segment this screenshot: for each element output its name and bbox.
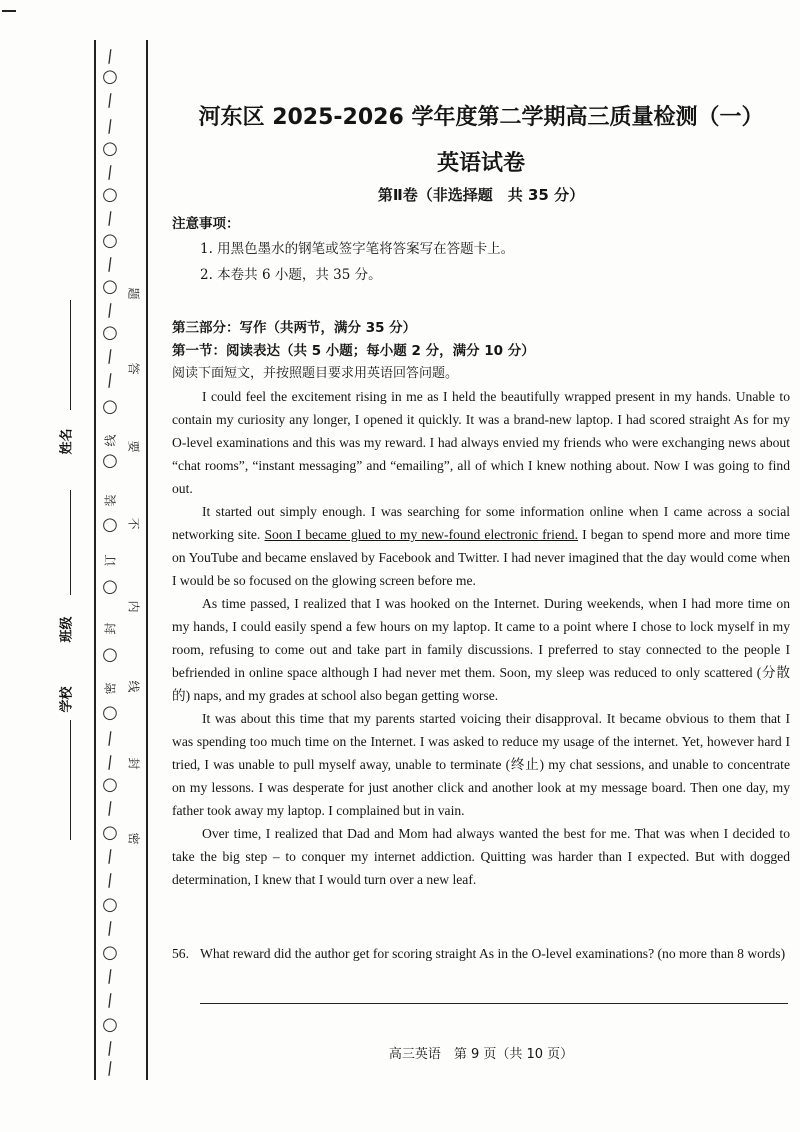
seal-char: 密	[103, 682, 118, 695]
circle-mark: ○	[102, 702, 118, 723]
seal-char: 题	[126, 287, 141, 300]
school-label: 学校	[59, 686, 75, 713]
slash-mark: /	[105, 162, 115, 184]
slash-mark: /	[105, 46, 115, 68]
circle-mark: ○	[102, 514, 118, 535]
slash-mark: /	[105, 116, 115, 138]
seal-char: 装	[103, 494, 118, 507]
question-number: 56.	[172, 946, 189, 961]
circle-mark: ○	[102, 396, 118, 417]
seal-char: 答	[126, 362, 141, 375]
circle-mark: ○	[102, 942, 118, 963]
seal-char: 线	[103, 434, 118, 447]
circle-mark: ○	[102, 822, 118, 843]
exam-title: 河东区 2025-2026 学年度第二学期高三质量检测（一）	[198, 105, 764, 130]
notice-item: 1. 用黑色墨水的钢笔或签字笔将答案写在答题卡上。	[200, 241, 515, 257]
circle-mark: ○	[102, 276, 118, 297]
class-label: 班级	[59, 616, 75, 643]
slash-mark: /	[105, 300, 115, 322]
circle-mark: ○	[102, 66, 118, 87]
question-text: What reward did the author get for scoring straight As in the O-level examinations? (no more than 8 words)	[200, 946, 786, 961]
part-heading: 第三部分：写作（共两节，满分 35 分）	[172, 320, 417, 336]
passage-paragraph: As time passed, I realized that I was hooked on the Internet. During weekends, when I had more time on my hands, I could easily spend a few hours on my laptop. It came to a point where I chose to lock myself in my room, refusing to come out and take part in family discussions. I preferred to stay connected to the people I befriended in online space although I had never met them. Soon, my sleep was reduced to only scattered (分散的) naps, and my grades at school also began getting worse.	[172, 596, 790, 703]
reading-instruction: 阅读下面短文，并按照题目要求用英语回答问题。	[172, 366, 459, 381]
slash-mark: /	[105, 208, 115, 230]
passage-paragraph	[172, 500, 790, 592]
circle-mark: ○	[102, 1014, 118, 1035]
seal-char: 要	[126, 440, 141, 453]
seal-char: 封	[126, 757, 141, 770]
circle-mark: ○	[102, 450, 118, 471]
seal-char: 线	[126, 680, 141, 693]
slash-mark: /	[105, 846, 115, 868]
circle-mark: ○	[102, 138, 118, 159]
answer-line[interactable]	[200, 1003, 788, 1004]
slash-mark: /	[105, 346, 115, 368]
slash-mark: /	[105, 798, 115, 820]
slash-mark: /	[105, 728, 115, 750]
passage-paragraph: Over time, I realized that Dad and Mom had always wanted the best for me. That was when I decided to take the big step – to conquer my internet addiction. Quitting was harder than I expected. But with dogged determination, I knew that I would turn over a new leaf.	[172, 826, 790, 887]
underlined-sentence: Soon I became glued to my new-found electronic friend.	[264, 527, 578, 542]
slash-mark: /	[105, 1058, 115, 1080]
seal-char: 不	[126, 517, 141, 530]
name-blank[interactable]	[70, 300, 71, 410]
circle-mark: ○	[102, 774, 118, 795]
binding-margin	[0, 0, 160, 1132]
slash-mark: /	[105, 90, 115, 112]
slash-mark: /	[105, 370, 115, 392]
binding-line-inner	[146, 40, 148, 1080]
question-56	[172, 942, 790, 965]
circle-mark: ○	[102, 184, 118, 205]
notice-item: 2. 本卷共 6 小题，共 35 分。	[200, 267, 382, 283]
school-blank[interactable]	[70, 720, 71, 840]
reading-passage	[172, 385, 790, 891]
exam-subject: 英语试卷	[436, 151, 525, 176]
slash-mark: /	[105, 752, 115, 774]
passage-paragraph: I could feel the excitement rising in me as I held the beautifully wrapped present in my hands. Unable to contain my curiosity any longer, I opened it quickly. It was a brand-new laptop. I had scored straight As for my O-level examinations and this was my reward. I had always envied my friends who were exchanging news about “chat rooms”, “instant messaging” and “emailing”, all of which I knew nothing about. Now I was going to find out.	[172, 389, 790, 496]
page-footer: 高三英语 第 9 页（共 10 页）	[388, 1047, 574, 1062]
name-label: 姓名	[59, 428, 75, 455]
slash-mark: /	[105, 870, 115, 892]
class-blank[interactable]	[70, 490, 71, 595]
paper-part-title: 第Ⅱ卷（非选择题 共 35 分）	[377, 186, 585, 204]
circle-mark: ○	[102, 230, 118, 251]
paragraph-text: It started out simply enough. I was searching for some information online when I came across a social networking site.	[172, 504, 790, 542]
circle-mark: ○	[102, 644, 118, 665]
section-heading: 第一节：阅读表达（共 5 小题；每小题 2 分，满分 10 分）	[172, 343, 535, 359]
slash-mark: /	[105, 254, 115, 276]
slash-mark: /	[105, 990, 115, 1012]
circle-mark: ○	[102, 894, 118, 915]
circle-mark: ○	[102, 322, 118, 343]
notice-heading: 注意事项：	[172, 216, 240, 232]
paragraph-text: I began to spend more and more time on YouTube and became enslaved by Facebook and Twitter. I had never imagined that the day would come when I would be so focused on the glowing screen before me.	[172, 527, 790, 588]
slash-mark: /	[105, 918, 115, 940]
circle-mark: ○	[102, 576, 118, 597]
seal-char: 订	[103, 554, 118, 567]
seal-char: 封	[103, 622, 118, 635]
corner-dash	[2, 10, 16, 12]
seal-char: 密	[126, 832, 141, 845]
passage-paragraph: It was about this time that my parents started voicing their disapproval. It became obvious to them that I was spending too much time on the Internet. I was asked to reduce my usage of the internet. Yet, however hard I tried, I was unable to pull myself away, unable to terminate (终止) my chat sessions, and unable to concentrate on my lessons. I was desperate for just another click and another look at my message board. Then one day, my father took away my laptop. I complained but in vain.	[172, 711, 790, 818]
seal-char: 内	[126, 600, 141, 613]
slash-mark: /	[105, 1038, 115, 1060]
slash-mark: /	[105, 966, 115, 988]
